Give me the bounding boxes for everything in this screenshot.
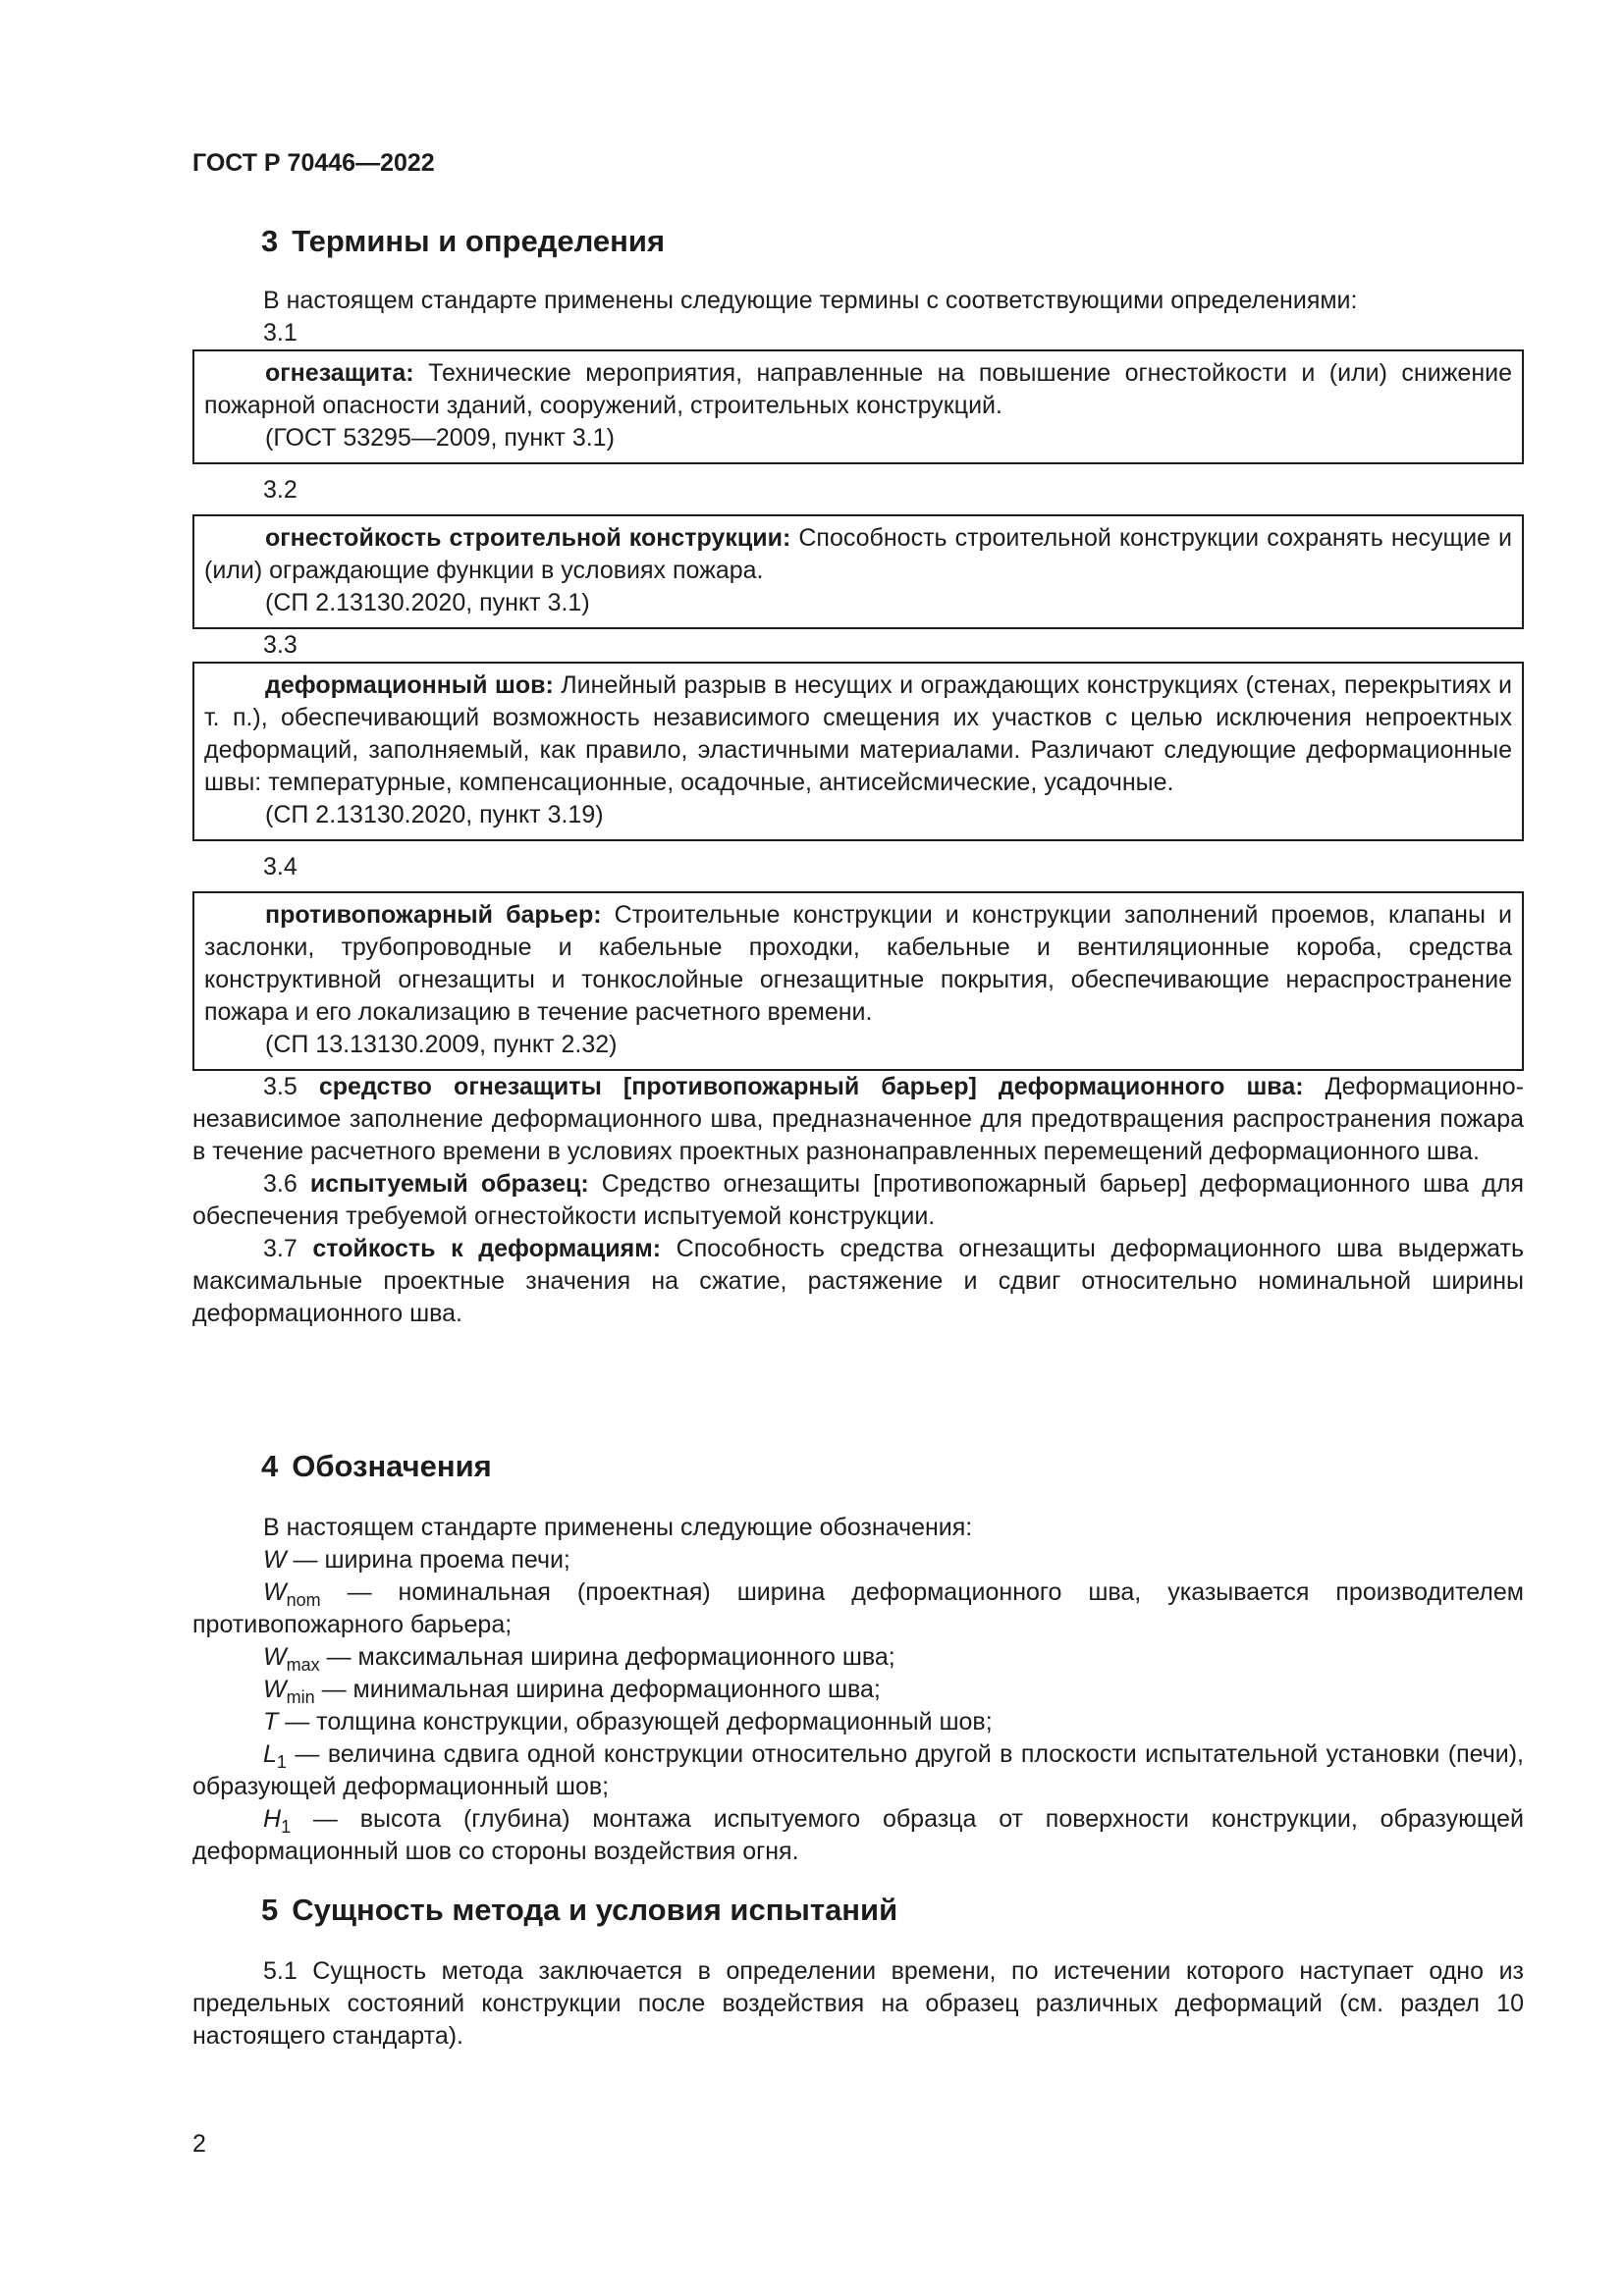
section-3-body [192, 285, 1524, 1330]
term-3-6: 3.6 испытуемый образец: Средство огнезащиты [противопожарный барьер] деформационного шва для обеспечения требуемой огнестойкости испытуемой конструкции. [192, 1170, 1524, 1230]
term-number: 3.4 [263, 853, 298, 881]
section-3-intro: В настоящем стандарте применены следующие термины с соответствующими определениями: [263, 287, 1358, 314]
symbol-item: W — ширина проема печи; [263, 1546, 570, 1574]
section-4-body [192, 1512, 1524, 1868]
section-4-intro: В настоящем стандарте применены следующие обозначения: [263, 1514, 973, 1541]
symbol-item: $W_{nom}$ — номинальная (проектная) ширина деформационного шва, указывается производителем противопожарного барьера; [192, 1578, 1524, 1638]
term: огнестойкость строительной конструкции: [265, 524, 791, 552]
term-source: (СП 13.13130.2009, пункт 2.32) [265, 1031, 618, 1058]
term: противопожарный барьер: [265, 901, 602, 929]
page-number: 2 [192, 2130, 206, 2158]
document-code: ГОСТ Р 70446—2022 [192, 149, 435, 177]
definition: Технические мероприятия, направленные на повышение огнестойкости и (или) снижение пожарной опасности зданий, сооружений, строительных конструкций. [204, 359, 1513, 419]
term-source: (СП 2.13130.2020, пункт 3.1) [265, 589, 590, 616]
term-source: (ГОСТ 53295—2009, пункт 3.1) [265, 424, 615, 452]
term-number: 3.2 [263, 476, 298, 504]
definition: Строительные конструкции и конструкции заполнений проемов, клапаны и заслонки, трубопроводные и кабельные проходки, кабельные и вентиляционные короба, средства конструктивной огнезащиты и тонкослойные огнезащитные покрытия, обеспечивающие нераспространение пожара и его локализацию в течение расчетного времени. [204, 901, 1512, 1026]
symbol-item: T — толщина конструкции, образующей деформационный шов; [263, 1708, 993, 1735]
term-3-7: 3.7 стойкость к деформациям: Способность средства огнезащиты деформационного шва выдержать максимальные проектные значения на сжатие, растяжение и сдвиг относительно номинальной ширины деформационного шва. [192, 1235, 1525, 1327]
section-4-heading: 4 Обозначения [261, 1449, 492, 1483]
term: деформационный шов: [265, 671, 554, 699]
section-5-paragraph: 5.1 Сущность метода заключается в определении времени, по истечении которого наступает одно из предельных состояний конструкции после воздействия на образец различных деформаций (см. раздел 10 настоящего стандарта). [192, 1957, 1524, 2050]
symbol-item: $H_1$ — высота (глубина) монтажа испытуемого образца от поверхности конструкции, образующей деформационный шов со стороны воздействия огня. [192, 1805, 1524, 1865]
term-box-3-2 [192, 514, 1524, 629]
section-3-heading: 3 Термины и определения [261, 224, 666, 258]
section-5-body [192, 1955, 1524, 2053]
definition: Линейный разрыв в несущих и ограждающих конструкциях (стенах, перекрытиях и т. п.), обеспечивающий возможность независимого смещения их участков с целью исключения непроектных деформаций, заполняемый, как правило, эластичными материалами. Различают следующие деформационные швы: температурные, компенсационные, осадочные, антисейсмические, усадочные. [204, 671, 1512, 796]
definition: Способность строительной конструкции сохранять несущие и (или) ограждающие функции в условиях пожара. [204, 524, 1512, 584]
term: огнезащита: [265, 359, 414, 387]
term-box-3-4 [192, 891, 1524, 1071]
term-number: 3.1 [263, 319, 298, 347]
term-source: (СП 2.13130.2020, пункт 3.19) [265, 801, 604, 828]
term-3-5: 3.5 средство огнезащиты [противопожарный барьер] деформационного шва: Деформационно-независимое заполнение деформационного шва, предназначенное для предотвращения распространения пожара в течение расчетного времени в условиях проектных разнонаправленных перемещений деформационного шва. [192, 1073, 1525, 1165]
term-box-3-1 [192, 349, 1524, 464]
term-box-3-3 [192, 662, 1524, 841]
symbol-item: $W_{min}$ — минимальная ширина деформационного шва; [263, 1676, 881, 1707]
term-number: 3.3 [263, 631, 298, 659]
symbol-item: $W_{max}$ — максимальная ширина деформационного шва; [263, 1643, 895, 1675]
section-5-heading: 5 Сущность метода и условия испытаний [261, 1893, 898, 1927]
symbol-item: $L_1$ — величина сдвига одной конструкции относительно другой в плоскости испытательной установки (печи), образующей деформационный шов; [192, 1740, 1524, 1800]
